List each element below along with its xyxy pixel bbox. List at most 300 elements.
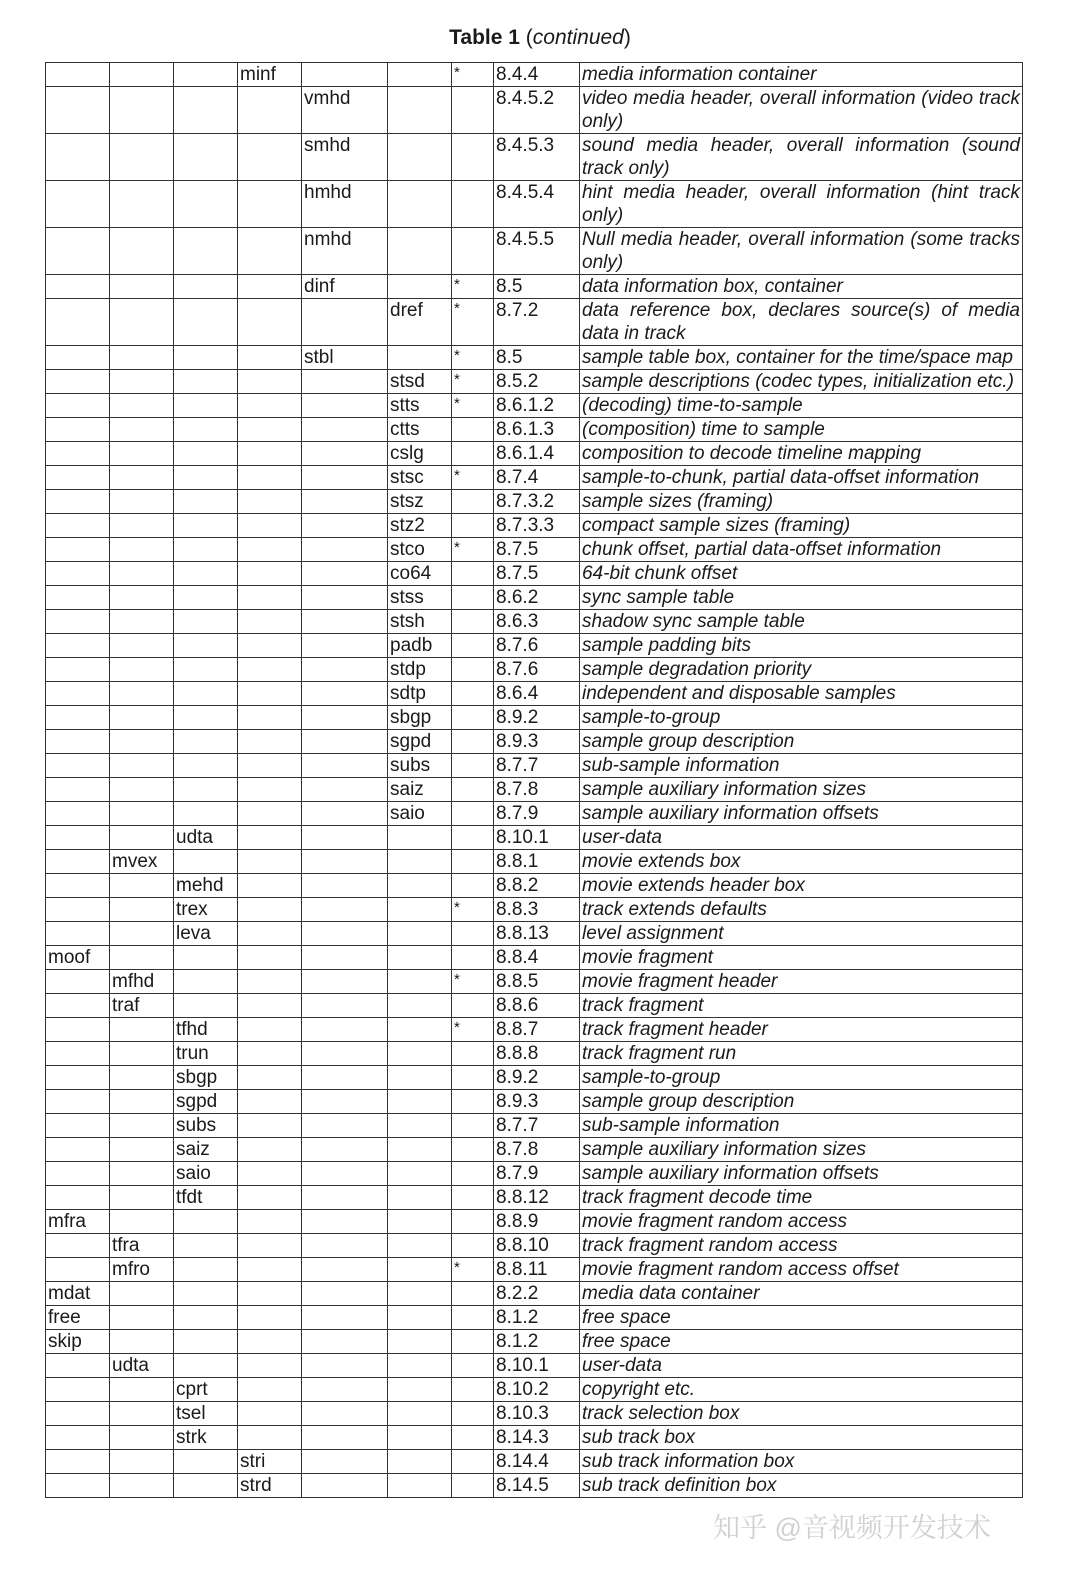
level2-cell bbox=[110, 87, 174, 134]
description-cell: sample auxiliary information sizes bbox=[580, 778, 1023, 802]
level6-cell bbox=[388, 1474, 452, 1498]
level3-cell bbox=[174, 1282, 238, 1306]
description-cell: data information box, container bbox=[580, 275, 1023, 299]
level3-cell bbox=[174, 1306, 238, 1330]
section-cell: 8.6.1.4 bbox=[494, 442, 580, 466]
level5-cell bbox=[302, 1306, 388, 1330]
level4-cell bbox=[238, 1258, 302, 1282]
level2-cell bbox=[110, 826, 174, 850]
level3-cell bbox=[174, 275, 238, 299]
description-cell: sync sample table bbox=[580, 586, 1023, 610]
level1-cell bbox=[46, 826, 110, 850]
level3-cell bbox=[174, 87, 238, 134]
level1-cell bbox=[46, 181, 110, 228]
level2-cell bbox=[110, 275, 174, 299]
level6-cell bbox=[388, 181, 452, 228]
level5-cell bbox=[302, 1378, 388, 1402]
level6-cell bbox=[388, 1018, 452, 1042]
level6-cell: sdtp bbox=[388, 682, 452, 706]
level4-cell bbox=[238, 134, 302, 181]
section-cell: 8.8.6 bbox=[494, 994, 580, 1018]
level6-cell bbox=[388, 1090, 452, 1114]
level5-cell bbox=[302, 802, 388, 826]
table-row bbox=[46, 1402, 1023, 1426]
section-cell: 8.8.3 bbox=[494, 898, 580, 922]
section-cell: 8.9.3 bbox=[494, 1090, 580, 1114]
level4-cell bbox=[238, 826, 302, 850]
level6-cell: sgpd bbox=[388, 730, 452, 754]
section-cell: 8.7.3.3 bbox=[494, 514, 580, 538]
level5-cell bbox=[302, 1090, 388, 1114]
section-cell: 8.8.10 bbox=[494, 1234, 580, 1258]
level3-cell bbox=[174, 1474, 238, 1498]
level2-cell bbox=[110, 299, 174, 346]
level6-cell bbox=[388, 1282, 452, 1306]
level3-cell bbox=[174, 994, 238, 1018]
level4-cell bbox=[238, 1066, 302, 1090]
level4-cell bbox=[238, 1282, 302, 1306]
level5-cell bbox=[302, 299, 388, 346]
level1-cell bbox=[46, 1354, 110, 1378]
level1-cell bbox=[46, 1066, 110, 1090]
table-row bbox=[46, 682, 1023, 706]
mandatory-cell bbox=[452, 850, 494, 874]
level6-cell bbox=[388, 1186, 452, 1210]
level4-cell bbox=[238, 490, 302, 514]
level3-cell bbox=[174, 370, 238, 394]
level4-cell bbox=[238, 299, 302, 346]
mandatory-cell: * bbox=[452, 370, 494, 394]
level2-cell bbox=[110, 1282, 174, 1306]
mandatory-cell: * bbox=[452, 394, 494, 418]
caption-continued: continued bbox=[532, 26, 624, 49]
table-row bbox=[46, 562, 1023, 586]
level3-cell bbox=[174, 850, 238, 874]
level2-cell bbox=[110, 778, 174, 802]
description-cell: sound media header, overall information (sound track only) bbox=[580, 134, 1023, 181]
level4-cell bbox=[238, 1114, 302, 1138]
description-cell: movie extends box bbox=[580, 850, 1023, 874]
level5-cell bbox=[302, 994, 388, 1018]
level5-cell bbox=[302, 826, 388, 850]
level2-cell bbox=[110, 1210, 174, 1234]
level4-cell bbox=[238, 394, 302, 418]
level2-cell bbox=[110, 490, 174, 514]
level1-cell: moof bbox=[46, 946, 110, 970]
level3-cell bbox=[174, 1210, 238, 1234]
level3-cell bbox=[174, 562, 238, 586]
table-row bbox=[46, 658, 1023, 682]
table-row bbox=[46, 610, 1023, 634]
level5-cell bbox=[302, 778, 388, 802]
mandatory-cell bbox=[452, 946, 494, 970]
level6-cell: stsd bbox=[388, 370, 452, 394]
table-row bbox=[46, 228, 1023, 275]
level3-cell bbox=[174, 802, 238, 826]
table-row bbox=[46, 586, 1023, 610]
section-cell: 8.14.3 bbox=[494, 1426, 580, 1450]
table-body bbox=[46, 63, 1023, 1498]
section-cell: 8.8.13 bbox=[494, 922, 580, 946]
level1-cell bbox=[46, 850, 110, 874]
level4-cell bbox=[238, 514, 302, 538]
level4-cell bbox=[238, 228, 302, 275]
table-row bbox=[46, 394, 1023, 418]
description-cell: compact sample sizes (framing) bbox=[580, 514, 1023, 538]
level3-cell: trex bbox=[174, 898, 238, 922]
level1-cell bbox=[46, 658, 110, 682]
level2-cell bbox=[110, 538, 174, 562]
description-cell: track fragment bbox=[580, 994, 1023, 1018]
table-row bbox=[46, 1426, 1023, 1450]
level4-cell bbox=[238, 562, 302, 586]
mandatory-cell bbox=[452, 1066, 494, 1090]
level6-cell bbox=[388, 228, 452, 275]
table-row bbox=[46, 1378, 1023, 1402]
level2-cell bbox=[110, 394, 174, 418]
level3-cell bbox=[174, 610, 238, 634]
level4-cell: minf bbox=[238, 63, 302, 87]
level6-cell: stss bbox=[388, 586, 452, 610]
level1-cell bbox=[46, 970, 110, 994]
section-cell: 8.10.3 bbox=[494, 1402, 580, 1426]
level1-cell bbox=[46, 1450, 110, 1474]
level3-cell bbox=[174, 514, 238, 538]
level3-cell bbox=[174, 706, 238, 730]
level1-cell bbox=[46, 1018, 110, 1042]
section-cell: 8.8.1 bbox=[494, 850, 580, 874]
level6-cell: stsh bbox=[388, 610, 452, 634]
level5-cell: nmhd bbox=[302, 228, 388, 275]
table-row bbox=[46, 1282, 1023, 1306]
level4-cell bbox=[238, 1330, 302, 1354]
level2-cell bbox=[110, 1306, 174, 1330]
level4-cell: stri bbox=[238, 1450, 302, 1474]
section-cell: 8.4.4 bbox=[494, 63, 580, 87]
level2-cell bbox=[110, 586, 174, 610]
section-cell: 8.7.8 bbox=[494, 1138, 580, 1162]
table-row bbox=[46, 802, 1023, 826]
level5-cell bbox=[302, 442, 388, 466]
level3-cell bbox=[174, 682, 238, 706]
mandatory-cell bbox=[452, 442, 494, 466]
description-cell: sample sizes (framing) bbox=[580, 490, 1023, 514]
description-cell: user-data bbox=[580, 826, 1023, 850]
level5-cell bbox=[302, 1258, 388, 1282]
level6-cell bbox=[388, 970, 452, 994]
level4-cell bbox=[238, 1234, 302, 1258]
level4-cell bbox=[238, 1306, 302, 1330]
table-row bbox=[46, 1474, 1023, 1498]
level6-cell bbox=[388, 1306, 452, 1330]
level1-cell bbox=[46, 418, 110, 442]
description-cell: sub-sample information bbox=[580, 754, 1023, 778]
level2-cell bbox=[110, 634, 174, 658]
level1-cell bbox=[46, 610, 110, 634]
mandatory-cell: * bbox=[452, 970, 494, 994]
level4-cell bbox=[238, 1210, 302, 1234]
level2-cell: mfro bbox=[110, 1258, 174, 1282]
mandatory-cell bbox=[452, 1090, 494, 1114]
level4-cell bbox=[238, 610, 302, 634]
mandatory-cell bbox=[452, 1474, 494, 1498]
level2-cell bbox=[110, 1114, 174, 1138]
level3-cell bbox=[174, 63, 238, 87]
level6-cell bbox=[388, 134, 452, 181]
section-cell: 8.7.9 bbox=[494, 1162, 580, 1186]
description-cell: copyright etc. bbox=[580, 1378, 1023, 1402]
mandatory-cell bbox=[452, 562, 494, 586]
level3-cell bbox=[174, 394, 238, 418]
section-cell: 8.7.5 bbox=[494, 562, 580, 586]
mandatory-cell bbox=[452, 1042, 494, 1066]
table-row bbox=[46, 850, 1023, 874]
level1-cell bbox=[46, 778, 110, 802]
mandatory-cell bbox=[452, 754, 494, 778]
level6-cell bbox=[388, 1354, 452, 1378]
mandatory-cell: * bbox=[452, 898, 494, 922]
table-row bbox=[46, 1354, 1023, 1378]
level3-cell bbox=[174, 658, 238, 682]
section-cell: 8.7.2 bbox=[494, 299, 580, 346]
level6-cell bbox=[388, 1042, 452, 1066]
section-cell: 8.7.6 bbox=[494, 658, 580, 682]
level1-cell bbox=[46, 1378, 110, 1402]
level4-cell bbox=[238, 1378, 302, 1402]
description-cell: (composition) time to sample bbox=[580, 418, 1023, 442]
level2-cell bbox=[110, 1402, 174, 1426]
table-row bbox=[46, 370, 1023, 394]
section-cell: 8.6.3 bbox=[494, 610, 580, 634]
table-row bbox=[46, 538, 1023, 562]
level1-cell bbox=[46, 1138, 110, 1162]
level4-cell bbox=[238, 1162, 302, 1186]
description-cell: sample table box, container for the time/space map bbox=[580, 346, 1023, 370]
section-cell: 8.10.1 bbox=[494, 1354, 580, 1378]
description-cell: track selection box bbox=[580, 1402, 1023, 1426]
mandatory-cell bbox=[452, 1138, 494, 1162]
section-cell: 8.5 bbox=[494, 346, 580, 370]
level6-cell: subs bbox=[388, 754, 452, 778]
table-row bbox=[46, 922, 1023, 946]
level5-cell bbox=[302, 562, 388, 586]
section-cell: 8.8.4 bbox=[494, 946, 580, 970]
mandatory-cell bbox=[452, 514, 494, 538]
level1-cell bbox=[46, 922, 110, 946]
table-row bbox=[46, 1258, 1023, 1282]
level2-cell bbox=[110, 1378, 174, 1402]
section-cell: 8.4.5.3 bbox=[494, 134, 580, 181]
level2-cell bbox=[110, 1330, 174, 1354]
section-cell: 8.4.5.5 bbox=[494, 228, 580, 275]
level1-cell bbox=[46, 754, 110, 778]
table-row bbox=[46, 970, 1023, 994]
level1-cell bbox=[46, 634, 110, 658]
level5-cell bbox=[302, 706, 388, 730]
level2-cell bbox=[110, 874, 174, 898]
section-cell: 8.7.6 bbox=[494, 634, 580, 658]
level3-cell bbox=[174, 778, 238, 802]
level6-cell: stz2 bbox=[388, 514, 452, 538]
level4-cell bbox=[238, 538, 302, 562]
level6-cell bbox=[388, 994, 452, 1018]
section-cell: 8.9.3 bbox=[494, 730, 580, 754]
section-cell: 8.9.2 bbox=[494, 1066, 580, 1090]
table-row bbox=[46, 1330, 1023, 1354]
level4-cell bbox=[238, 466, 302, 490]
level2-cell bbox=[110, 754, 174, 778]
level3-cell bbox=[174, 1330, 238, 1354]
level3-cell: saio bbox=[174, 1162, 238, 1186]
level3-cell: tfdt bbox=[174, 1186, 238, 1210]
level5-cell bbox=[302, 682, 388, 706]
level4-cell bbox=[238, 994, 302, 1018]
level1-cell: skip bbox=[46, 1330, 110, 1354]
level1-cell bbox=[46, 1114, 110, 1138]
level2-cell bbox=[110, 466, 174, 490]
level4-cell bbox=[238, 634, 302, 658]
level6-cell bbox=[388, 850, 452, 874]
level6-cell bbox=[388, 922, 452, 946]
level5-cell bbox=[302, 850, 388, 874]
mandatory-cell bbox=[452, 134, 494, 181]
description-cell: movie fragment random access offset bbox=[580, 1258, 1023, 1282]
level1-cell bbox=[46, 1090, 110, 1114]
level5-cell bbox=[302, 538, 388, 562]
level1-cell bbox=[46, 87, 110, 134]
level6-cell bbox=[388, 1378, 452, 1402]
level4-cell bbox=[238, 87, 302, 134]
level1-cell bbox=[46, 1474, 110, 1498]
table-row bbox=[46, 490, 1023, 514]
level1-cell bbox=[46, 1042, 110, 1066]
level4-cell bbox=[238, 1186, 302, 1210]
mandatory-cell bbox=[452, 181, 494, 228]
level4-cell bbox=[238, 181, 302, 228]
section-cell: 8.1.2 bbox=[494, 1306, 580, 1330]
level3-cell bbox=[174, 490, 238, 514]
level3-cell bbox=[174, 346, 238, 370]
section-cell: 8.7.7 bbox=[494, 754, 580, 778]
level6-cell bbox=[388, 1402, 452, 1426]
table-row bbox=[46, 898, 1023, 922]
section-cell: 8.14.5 bbox=[494, 1474, 580, 1498]
level1-cell bbox=[46, 1402, 110, 1426]
level5-cell bbox=[302, 394, 388, 418]
description-cell: sample-to-group bbox=[580, 1066, 1023, 1090]
section-cell: 8.9.2 bbox=[494, 706, 580, 730]
level1-cell bbox=[46, 586, 110, 610]
section-cell: 8.6.1.3 bbox=[494, 418, 580, 442]
level1-cell bbox=[46, 514, 110, 538]
level5-cell bbox=[302, 1474, 388, 1498]
description-cell: sub track definition box bbox=[580, 1474, 1023, 1498]
table-row bbox=[46, 994, 1023, 1018]
level4-cell bbox=[238, 874, 302, 898]
mandatory-cell bbox=[452, 1330, 494, 1354]
level2-cell bbox=[110, 442, 174, 466]
level6-cell bbox=[388, 87, 452, 134]
level2-cell bbox=[110, 228, 174, 275]
level4-cell bbox=[238, 898, 302, 922]
table-row bbox=[46, 1450, 1023, 1474]
level3-cell: udta bbox=[174, 826, 238, 850]
mandatory-cell bbox=[452, 228, 494, 275]
level5-cell: stbl bbox=[302, 346, 388, 370]
level4-cell bbox=[238, 1042, 302, 1066]
level2-cell bbox=[110, 514, 174, 538]
section-cell: 8.5.2 bbox=[494, 370, 580, 394]
level3-cell bbox=[174, 970, 238, 994]
level3-cell: tfhd bbox=[174, 1018, 238, 1042]
level2-cell bbox=[110, 134, 174, 181]
level4-cell bbox=[238, 850, 302, 874]
table-row bbox=[46, 63, 1023, 87]
level5-cell bbox=[302, 1282, 388, 1306]
level5-cell bbox=[302, 922, 388, 946]
level6-cell bbox=[388, 275, 452, 299]
level3-cell bbox=[174, 134, 238, 181]
description-cell: movie extends header box bbox=[580, 874, 1023, 898]
level1-cell bbox=[46, 1186, 110, 1210]
table-row bbox=[46, 778, 1023, 802]
level5-cell bbox=[302, 1066, 388, 1090]
mandatory-cell: * bbox=[452, 63, 494, 87]
level5-cell bbox=[302, 1354, 388, 1378]
description-cell: sample group description bbox=[580, 1090, 1023, 1114]
level4-cell bbox=[238, 1426, 302, 1450]
table-row bbox=[46, 346, 1023, 370]
description-cell: media data container bbox=[580, 1282, 1023, 1306]
mandatory-cell bbox=[452, 1402, 494, 1426]
description-cell: media information container bbox=[580, 63, 1023, 87]
section-cell: 8.8.9 bbox=[494, 1210, 580, 1234]
level6-cell bbox=[388, 1114, 452, 1138]
description-cell: sample descriptions (codec types, initialization etc.) bbox=[580, 370, 1023, 394]
level1-cell bbox=[46, 370, 110, 394]
table-row bbox=[46, 1234, 1023, 1258]
table-row bbox=[46, 1162, 1023, 1186]
table-row bbox=[46, 299, 1023, 346]
mandatory-cell bbox=[452, 1162, 494, 1186]
level1-cell bbox=[46, 898, 110, 922]
level5-cell bbox=[302, 1234, 388, 1258]
section-cell: 8.14.4 bbox=[494, 1450, 580, 1474]
level3-cell bbox=[174, 228, 238, 275]
level4-cell: strd bbox=[238, 1474, 302, 1498]
level4-cell bbox=[238, 1138, 302, 1162]
mandatory-cell bbox=[452, 490, 494, 514]
level5-cell bbox=[302, 754, 388, 778]
level5-cell bbox=[302, 1450, 388, 1474]
table-row bbox=[46, 1114, 1023, 1138]
level3-cell: saiz bbox=[174, 1138, 238, 1162]
level3-cell bbox=[174, 181, 238, 228]
level2-cell bbox=[110, 1018, 174, 1042]
level3-cell bbox=[174, 1258, 238, 1282]
section-cell: 8.5 bbox=[494, 275, 580, 299]
level2-cell: traf bbox=[110, 994, 174, 1018]
level5-cell bbox=[302, 1426, 388, 1450]
level3-cell bbox=[174, 538, 238, 562]
level6-cell: stdp bbox=[388, 658, 452, 682]
mandatory-cell bbox=[452, 1378, 494, 1402]
level5-cell bbox=[302, 730, 388, 754]
table-row bbox=[46, 1018, 1023, 1042]
level1-cell bbox=[46, 874, 110, 898]
level6-cell: ctts bbox=[388, 418, 452, 442]
mandatory-cell bbox=[452, 586, 494, 610]
